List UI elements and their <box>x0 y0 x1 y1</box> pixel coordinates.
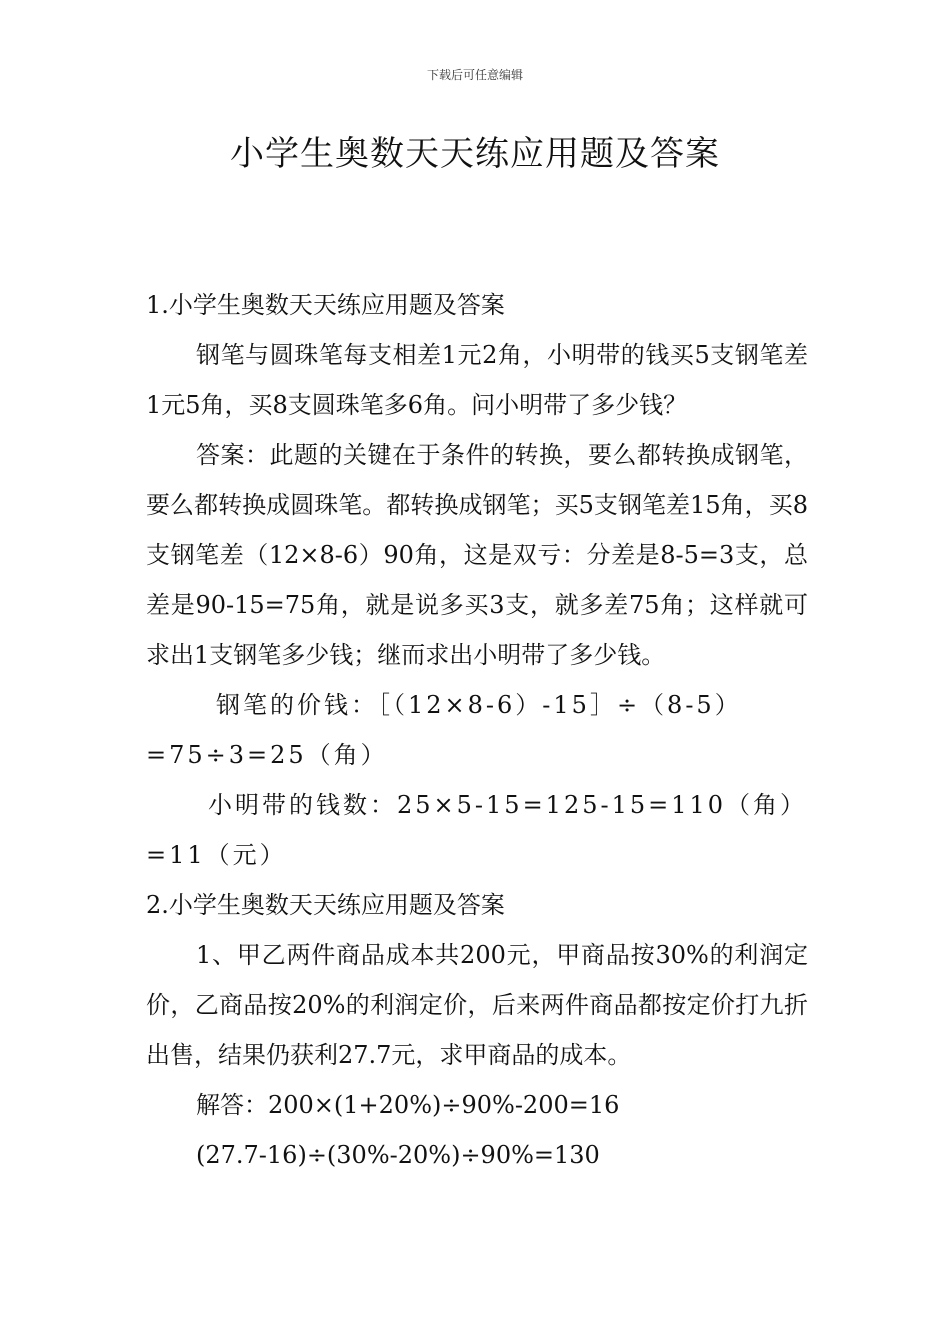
header-note: 下载后可任意编辑 <box>426 68 523 82</box>
section-2-solution-step-2: (27.7-16)÷(30%-20%)÷90%=130 <box>196 1141 600 1169</box>
section-1-formula-total: 小明带的钱数：25×5-15=125-15=110（角）=11（元） <box>146 791 808 869</box>
section-2-heading: 2.小学生奥数天天练应用题及答案 <box>146 891 505 919</box>
section-1-formula-price: 钢笔的价钱：［（12×8-6）-15］÷（8-5）=75÷3=25（角） <box>146 691 742 769</box>
section-1-heading: 1.小学生奥数天天练应用题及答案 <box>146 291 505 319</box>
section-1-answer: 答案：此题的关键在于条件的转换，要么都转换成钢笔，要么都转换成圆珠笔。都转换成钢笔；买5支钢笔差15角，买8支钢笔差（12×8-6）90角，这是双亏：分差是8-5=3支，总差是90-15=75角，就是说多买3支，就多差75角；这样就可求出1支钢笔多少钱；继而求出小明带了多少钱。 <box>146 441 808 669</box>
page-title: 小学生奥数天天练应用题及答案 <box>230 134 720 174</box>
section-2-question: 1、甲乙两件商品成本共200元，甲商品按30%的利润定价，乙商品按20%的利润定价，后来两件商品都按定价打九折出售，结果仍获利27.7元，求甲商品的成本。 <box>146 941 808 1069</box>
document-body <box>146 280 808 1180</box>
section-1-question: 钢笔与圆珠笔每支相差1元2角，小明带的钱买5支钢笔差1元5角，买8支圆珠笔多6角。问小明带了多少钱？ <box>146 341 808 419</box>
section-2-solution-step-1: 解答：200×(1+20%)÷90%-200=16 <box>196 1091 620 1119</box>
